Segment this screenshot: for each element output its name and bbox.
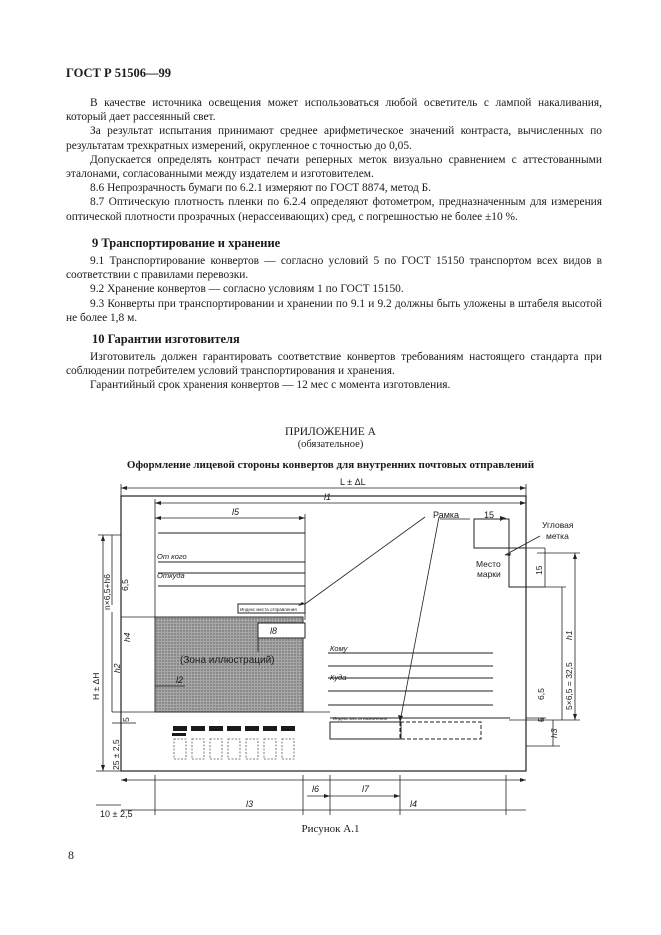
label-illustration-zone: (Зона иллюстраций) (180, 655, 275, 666)
paragraph: 8.7 Оптическую плотность пленки по 6.2.4 определяют фотометром, предназначенным для измерения оптической плотности прозрачных (нерассеивающих) сред, с погрешностью не более ±10 %. (66, 196, 602, 223)
envelope-diagram (91, 474, 585, 849)
dim-25: 25 ± 2,5 (111, 739, 121, 770)
dim-l2: l2 (176, 675, 184, 685)
dim-l7: l7 (362, 784, 370, 794)
dim-h2: h2 (112, 663, 122, 673)
page-number: 8 (68, 848, 74, 862)
label-index-dest: Индекс места назначения (333, 716, 388, 721)
dim-H: H ± ΔH (91, 672, 101, 700)
postal-code-digits (174, 739, 294, 759)
dim-l4: l4 (410, 799, 418, 809)
label-ramka: Рамка (433, 510, 460, 520)
dim-l6: l6 (312, 784, 320, 794)
dim-h1: h1 (564, 630, 574, 640)
label-stamp-place-1: Место (476, 559, 501, 569)
label-corner-mark-1: Угловая (542, 520, 574, 530)
paragraph: Гарантийный срок хранения конвертов — 12 мес с момента изготовления. (90, 379, 451, 392)
appendix-title: ПРИЛОЖЕНИЕ А (285, 426, 376, 438)
section-10-heading: 10 Гарантии изготовителя (92, 332, 240, 346)
label-corner-mark-2: метка (546, 531, 569, 541)
dim-5x6-5: 5×6,5 = 32,5 (564, 662, 574, 710)
dim-5-left: 5 (121, 717, 131, 722)
figure-title: Оформление лицевой стороны конвертов для внутренних почтовых отправлений (126, 459, 535, 471)
dim-6-5-left: 6,5 (120, 579, 130, 591)
dim-L: L ± ΔL (340, 477, 366, 487)
paragraph: 8.6 Непрозрачность бумаги по 6.2.1 измеряют по ГОСТ 8874, метод Б. (90, 182, 431, 195)
dim-l5: l5 (232, 507, 240, 517)
dim-l8: l8 (270, 626, 278, 636)
document-header: ГОСТ Р 51506—99 (66, 66, 172, 80)
postal-code-markers (172, 726, 295, 736)
paragraph: За результат испытания принимают среднее арифметическое значений контраста, вычисленных по результатам трехкратных измерений, округленное с точностью до 0,05. (66, 125, 602, 152)
section-9-text (66, 254, 602, 325)
dim-10: 10 ± 2,5 (100, 809, 133, 819)
dim-15-top: 15 (484, 510, 495, 520)
dim-h-left: n×6,5+h6 (102, 574, 112, 610)
dim-6-5-right: 6,5 (536, 688, 546, 700)
paragraph: Изготовитель должен гарантировать соответствие конвертов требованиям настоящего стандарта при соблюдении потребителем условий транспортирования и хранения. (66, 351, 602, 378)
dim-h4: h4 (122, 632, 132, 642)
figure-caption: Рисунок А.1 (301, 823, 360, 835)
label-otkuda: Откуда (157, 571, 185, 580)
section-9-heading: 9 Транспортирование и хранение (92, 236, 281, 250)
dim-h3: h3 (549, 728, 559, 738)
dim-15-side: 15 (534, 565, 544, 575)
label-index-sender: Индекс места отправления (240, 607, 297, 612)
paragraph: В качестве источника освещения может использоваться любой осветитель с лампой накаливания, который дает рассеянный свет. (66, 97, 602, 124)
dim-l1: l1 (324, 492, 332, 502)
label-stamp-place-2: марки (477, 569, 501, 579)
paragraph: 9.2 Хранение конвертов — согласно условиям 1 по ГОСТ 15150. (90, 283, 404, 296)
top-text-block (66, 96, 602, 224)
label-ot-kogo: От кого (157, 552, 187, 561)
dim-5-right: 5 (536, 717, 546, 722)
section-10-text (66, 350, 602, 393)
paragraph: Допускается определять контраст печати реперных меток визуально сравнением с аттестованными эталонами, согласованными между издателем и изготовителем. (66, 153, 602, 181)
paragraph: 9.1 Транспортирование конвертов — согласно условий 5 по ГОСТ 15150 транспортом всех видов в соответствии с правилами перевозки. (66, 255, 602, 282)
label-kuda: Куда (330, 673, 347, 682)
paragraph: 9.3 Конверты при транспортировании и хранении по 9.1 и 9.2 должны быть уложены в штабеля высотой не более 1,8 м. (66, 297, 602, 324)
appendix-subtitle: (обязательное) (297, 439, 364, 450)
dim-l3: l3 (246, 799, 254, 809)
label-komu: Кому (330, 644, 348, 653)
